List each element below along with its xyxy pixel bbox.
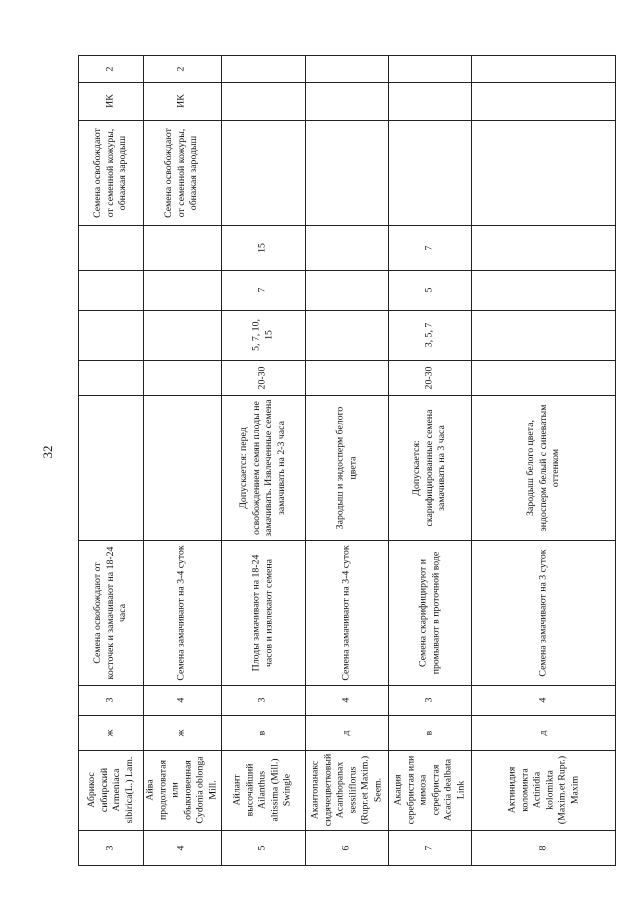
- cell-preparation: [471, 540, 616, 685]
- cell-text-group: д: [537, 730, 549, 735]
- cell-text-group: в: [423, 730, 435, 735]
- cell-note: [78, 395, 143, 540]
- cell-text-num: 7: [423, 845, 435, 851]
- cell-days2: [305, 270, 388, 310]
- cell-temp: [143, 360, 221, 395]
- cell-text-temp: 20-30: [423, 366, 435, 389]
- cell-text-note: Зародыш белого цвета, эндосперм белый с синеватым оттенком: [524, 404, 561, 531]
- cell-ik: [471, 82, 616, 120]
- cell-code: [221, 685, 305, 715]
- cell-text-name: Айлант высочайший Ailanthus altissima (Mill.) Swingle: [231, 758, 293, 822]
- cell-method: [78, 120, 143, 225]
- cell-text-days1: 3, 5, 7: [423, 322, 435, 348]
- cell-text-temp: 20-30: [256, 366, 268, 389]
- cell-last: [78, 55, 143, 82]
- cell-code: [471, 685, 616, 715]
- cell-text-name: Акантопанакс сидячецветковый Acanthopanax sessiliflorus (Rupr.et Maxim.) Seem.: [308, 753, 383, 827]
- cell-last: [221, 55, 305, 82]
- cell-text-days2: 5: [423, 287, 435, 293]
- cell-text-preparation: Семена замачивают на 3-4 суток: [340, 544, 352, 681]
- cell-name: [78, 750, 143, 830]
- cell-text-num: 4: [175, 845, 187, 851]
- cell-method: [388, 120, 471, 225]
- cell-num: [471, 830, 616, 866]
- cell-temp: [305, 360, 388, 395]
- cell-num: [78, 830, 143, 866]
- cell-num: [143, 830, 221, 866]
- cell-preparation: [143, 540, 221, 685]
- cell-days3: [143, 225, 221, 270]
- cell-text-days1: 5, 7, 10, 15: [250, 319, 274, 351]
- cell-days2: [388, 270, 471, 310]
- cell-num: [305, 830, 388, 866]
- cell-preparation: [305, 540, 388, 685]
- cell-days2: [78, 270, 143, 310]
- cell-days1: [78, 310, 143, 360]
- cell-text-last: 2: [175, 66, 187, 71]
- cell-text-preparation: Семена замачивают на 3 суток: [537, 548, 549, 677]
- cell-preparation: [78, 540, 143, 685]
- cell-text-ik: ИК: [175, 94, 187, 108]
- cell-text-group: ж: [175, 729, 187, 736]
- cell-name: [305, 750, 388, 830]
- cell-text-num: 8: [537, 845, 549, 851]
- cell-days1: [221, 310, 305, 360]
- cell-text-group: в: [256, 730, 268, 735]
- cell-group: [143, 715, 221, 750]
- cell-text-preparation: Семена скарифицируют и промывают в проточной воде: [416, 551, 441, 674]
- cell-preparation: [388, 540, 471, 685]
- cell-text-group: ж: [104, 729, 116, 736]
- cell-text-code: 3: [256, 697, 268, 703]
- cell-name: [143, 750, 221, 830]
- cell-name: [471, 750, 616, 830]
- cell-days1: [305, 310, 388, 360]
- cell-text-group: д: [340, 730, 352, 735]
- cell-days1: [388, 310, 471, 360]
- cell-note: [143, 395, 221, 540]
- cell-note: [388, 395, 471, 540]
- cell-text-name: Айва продолговатая или обыкновенная Cydonia oblonga Mill.: [144, 756, 219, 824]
- cell-method: [305, 120, 388, 225]
- cell-text-ik: ИК: [104, 94, 116, 108]
- cell-last: [471, 55, 616, 82]
- cell-days3: [471, 225, 616, 270]
- cell-text-note: Допускается: перед освобождением семян плоды не замачивать. Извлеченные семена замачивать на 2-3 часа: [237, 398, 287, 537]
- cell-code: [388, 685, 471, 715]
- cell-last: [388, 55, 471, 82]
- cell-text-method: Семена освобождают от семенной кожуры, обнажая зародыш: [163, 127, 200, 218]
- cell-text-note: Зародыш и эндосперм белого цвета: [333, 406, 358, 529]
- cell-last: [143, 55, 221, 82]
- cell-ik: [143, 82, 221, 120]
- cell-text-note: Допускается: скарифицированные семена замачивать на 3 часа: [410, 409, 447, 526]
- cell-days1: [471, 310, 616, 360]
- cell-text-code: 4: [537, 697, 549, 703]
- cell-temp: [471, 360, 616, 395]
- cell-ik: [388, 82, 471, 120]
- cell-text-code: 4: [340, 697, 352, 703]
- cell-text-name: Акация серебристая или мимоза серебристая Acacia dealbata Link: [391, 755, 466, 825]
- cell-text-code: 3: [423, 697, 435, 703]
- cell-group: [471, 715, 616, 750]
- cell-text-name: Абрикос сибирский Armeniaca sibirica(L.) Lam.: [85, 756, 135, 824]
- cell-text-last: 2: [104, 66, 116, 71]
- cell-note: [471, 395, 616, 540]
- cell-text-name: Актинидия коломикта Actinidia kolomikta (Maxim.et Rupr.) Maxim: [505, 755, 580, 825]
- cell-text-num: 5: [256, 845, 268, 851]
- cell-method: [143, 120, 221, 225]
- cell-text-num: 3: [104, 845, 116, 851]
- cell-method: [221, 120, 305, 225]
- cell-temp: [388, 360, 471, 395]
- cell-num: [388, 830, 471, 866]
- cell-preparation: [221, 540, 305, 685]
- cell-text-days2: 7: [256, 287, 268, 293]
- cell-name: [221, 750, 305, 830]
- cell-days3: [78, 225, 143, 270]
- cell-days1: [143, 310, 221, 360]
- cell-method: [471, 120, 616, 225]
- cell-group: [388, 715, 471, 750]
- cell-num: [221, 830, 305, 866]
- cell-code: [305, 685, 388, 715]
- cell-text-days3: 7: [423, 245, 435, 250]
- cell-text-num: 6: [340, 845, 352, 851]
- cell-text-preparation: Семена замачивают на 3-4 суток: [175, 544, 187, 681]
- cell-temp: [78, 360, 143, 395]
- cell-ik: [305, 82, 388, 120]
- cell-code: [78, 685, 143, 715]
- cell-text-code: 3: [104, 697, 116, 703]
- cell-days3: [305, 225, 388, 270]
- cell-ik: [78, 82, 143, 120]
- cell-days3: [221, 225, 305, 270]
- cell-temp: [221, 360, 305, 395]
- cell-group: [305, 715, 388, 750]
- cell-group: [221, 715, 305, 750]
- cell-last: [305, 55, 388, 82]
- cell-note: [305, 395, 388, 540]
- page-number: 32: [40, 445, 55, 459]
- cell-text-method: Семена освобождают от семенной кожуры, обнажая зародыш: [91, 127, 128, 218]
- cell-days2: [471, 270, 616, 310]
- cell-text-preparation: Плоды замачивают на 18-24 часов и извлекают семена: [250, 554, 274, 671]
- cell-note: [221, 395, 305, 540]
- cell-ik: [221, 82, 305, 120]
- cell-text-preparation: Семена освобождают от косточек и замачивают на 18-24 часа: [91, 546, 128, 679]
- cell-group: [78, 715, 143, 750]
- cell-text-code: 4: [175, 697, 187, 703]
- cell-days2: [221, 270, 305, 310]
- cell-days3: [388, 225, 471, 270]
- cell-code: [143, 685, 221, 715]
- cell-text-days3: 15: [256, 242, 268, 253]
- cell-name: [388, 750, 471, 830]
- cell-days2: [143, 270, 221, 310]
